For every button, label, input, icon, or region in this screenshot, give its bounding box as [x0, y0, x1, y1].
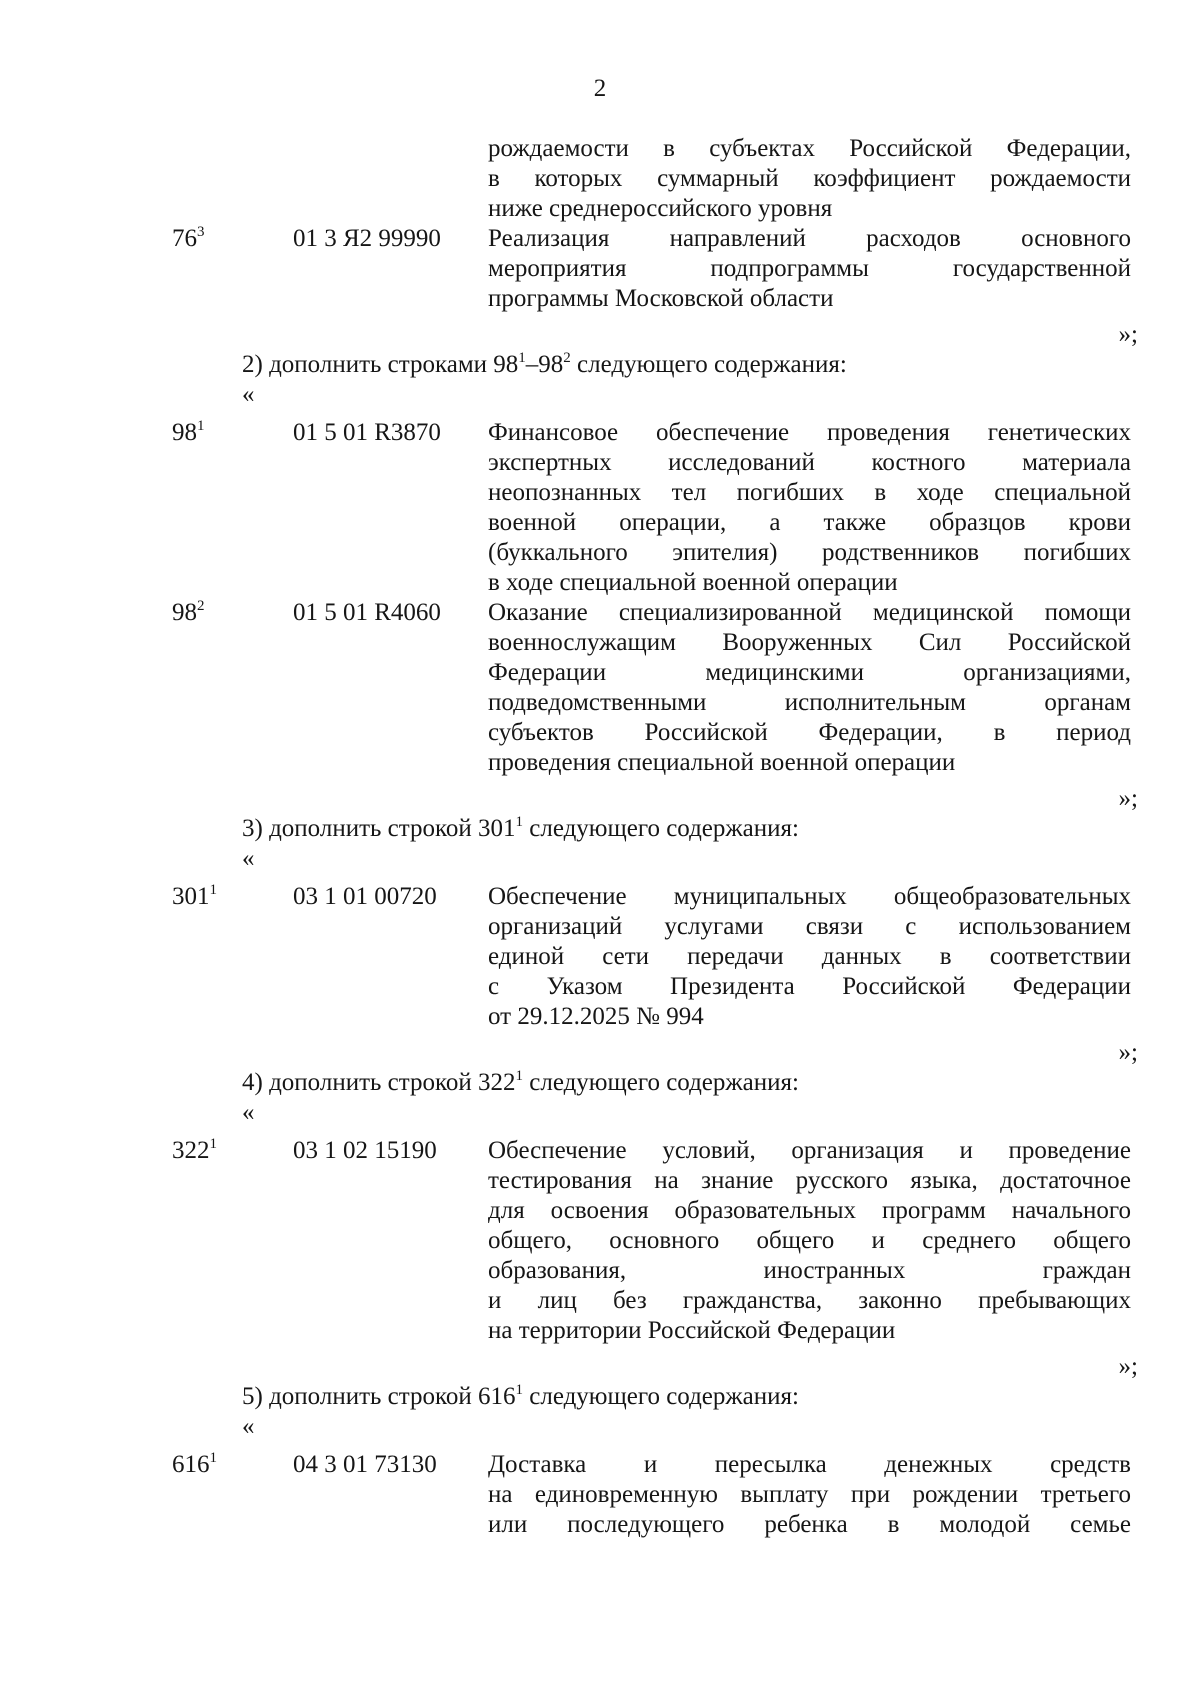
closing-quote: »; — [1118, 1039, 1138, 1066]
row-616-1 — [0, 1450, 1200, 1540]
row-code: 04 3 01 73130 — [293, 1451, 437, 1478]
row-description — [488, 882, 1131, 1032]
instruction-4: 4) дополнить строкой $322^1$ следующего содержания: — [242, 1067, 799, 1096]
desc-line: мероприятия подпрограммы государственной — [488, 255, 1131, 282]
row-322-1 — [0, 1136, 1200, 1346]
opening-quote: « — [242, 381, 255, 408]
desc-line: экспертных исследований костного материала — [488, 449, 1131, 476]
row-description — [488, 1450, 1131, 1540]
desc-line: Доставка и пересылка денежных средств — [488, 1451, 1131, 1478]
desc-line: и лиц без гражданства, законно пребывающих — [488, 1287, 1131, 1314]
desc-line: Оказание специализированной медицинской помощи — [488, 599, 1131, 626]
row-number: $76^3$ — [172, 223, 205, 252]
desc-line: или последующего ребенка в молодой семье — [488, 1511, 1131, 1538]
row-code: 01 3 Я2 99990 — [293, 225, 441, 252]
row-76-3 — [0, 224, 1200, 314]
desc-line: проведения специальной военной операции — [488, 749, 956, 776]
row-98-2 — [0, 598, 1200, 778]
desc-line: (буккального эпителия) родственников погибших — [488, 539, 1131, 566]
desc-line: тестирования на знание русского языка, достаточное — [488, 1167, 1131, 1194]
desc-line: в ходе специальной военной операции — [488, 569, 898, 596]
page-number: 2 — [593, 75, 607, 102]
closing-quote: »; — [1118, 321, 1138, 348]
closing-quote: »; — [1118, 1353, 1138, 1380]
desc-line: Обеспечение муниципальных общеобразовательных — [488, 883, 1131, 910]
desc-line: Реализация направлений расходов основного — [488, 225, 1131, 252]
desc-line: с Указом Президента Российской Федерации — [488, 973, 1131, 1000]
row-code: 03 1 02 15190 — [293, 1137, 437, 1164]
desc-line: ниже среднероссийского уровня — [488, 195, 833, 222]
desc-line: Федерации медицинскими организациями, — [488, 659, 1131, 686]
instruction-2: 2) дополнить строками $98^1-98^2$ следующего содержания: — [242, 349, 847, 378]
row-number: $98^2$ — [172, 597, 205, 626]
opening-quote: « — [242, 845, 255, 872]
row-description — [488, 134, 1131, 224]
desc-line: единой сети передачи данных в соответствии — [488, 943, 1131, 970]
row-code: 03 1 01 00720 — [293, 883, 437, 910]
instruction-3: 3) дополнить строкой $301^1$ следующего содержания: — [242, 813, 799, 842]
desc-line: на территории Российской Федерации — [488, 1317, 896, 1344]
desc-line: Обеспечение условий, организация и проведение — [488, 1137, 1131, 1164]
opening-quote: « — [242, 1099, 255, 1126]
desc-line: на единовременную выплату при рождении третьего — [488, 1481, 1131, 1508]
row-description — [488, 598, 1131, 778]
instruction-5: 5) дополнить строкой $616^1$ следующего содержания: — [242, 1381, 799, 1410]
desc-line: субъектов Российской Федерации, в период — [488, 719, 1131, 746]
desc-line: подведомственными исполнительным органам — [488, 689, 1131, 716]
row-98-1 — [0, 418, 1200, 598]
row-description — [488, 224, 1131, 314]
desc-line: военнослужащим Вооруженных Сил Российской — [488, 629, 1131, 656]
row-number: $616^1$ — [172, 1449, 217, 1478]
desc-line: военной операции, а также образцов крови — [488, 509, 1131, 536]
desc-line: рождаемости в субъектах Российской Федерации, — [488, 135, 1131, 162]
desc-line: образования, иностранных граждан — [488, 1257, 1131, 1284]
row-number: $301^1$ — [172, 881, 217, 910]
closing-quote: »; — [1118, 785, 1138, 812]
row-continuation — [0, 134, 1200, 224]
desc-line: общего, основного общего и среднего общего — [488, 1227, 1131, 1254]
row-code: 01 5 01 R3870 — [293, 419, 441, 446]
desc-line: от 29.12.2025 № 994 — [488, 1003, 704, 1030]
desc-line: Финансовое обеспечение проведения генетических — [488, 419, 1131, 446]
row-number: $322^1$ — [172, 1135, 217, 1164]
desc-line: организаций услугами связи с использованием — [488, 913, 1131, 940]
row-code: 01 5 01 R4060 — [293, 599, 441, 626]
row-description — [488, 418, 1131, 598]
opening-quote: « — [242, 1413, 255, 1440]
desc-line: для освоения образовательных программ начального — [488, 1197, 1131, 1224]
row-number: $98^1$ — [172, 417, 205, 446]
row-301-1 — [0, 882, 1200, 1032]
desc-line: в которых суммарный коэффициент рождаемости — [488, 165, 1131, 192]
document-body — [0, 134, 1200, 1540]
row-description — [488, 1136, 1131, 1346]
desc-line: неопознанных тел погибших в ходе специальной — [488, 479, 1131, 506]
desc-line: программы Московской области — [488, 285, 834, 312]
